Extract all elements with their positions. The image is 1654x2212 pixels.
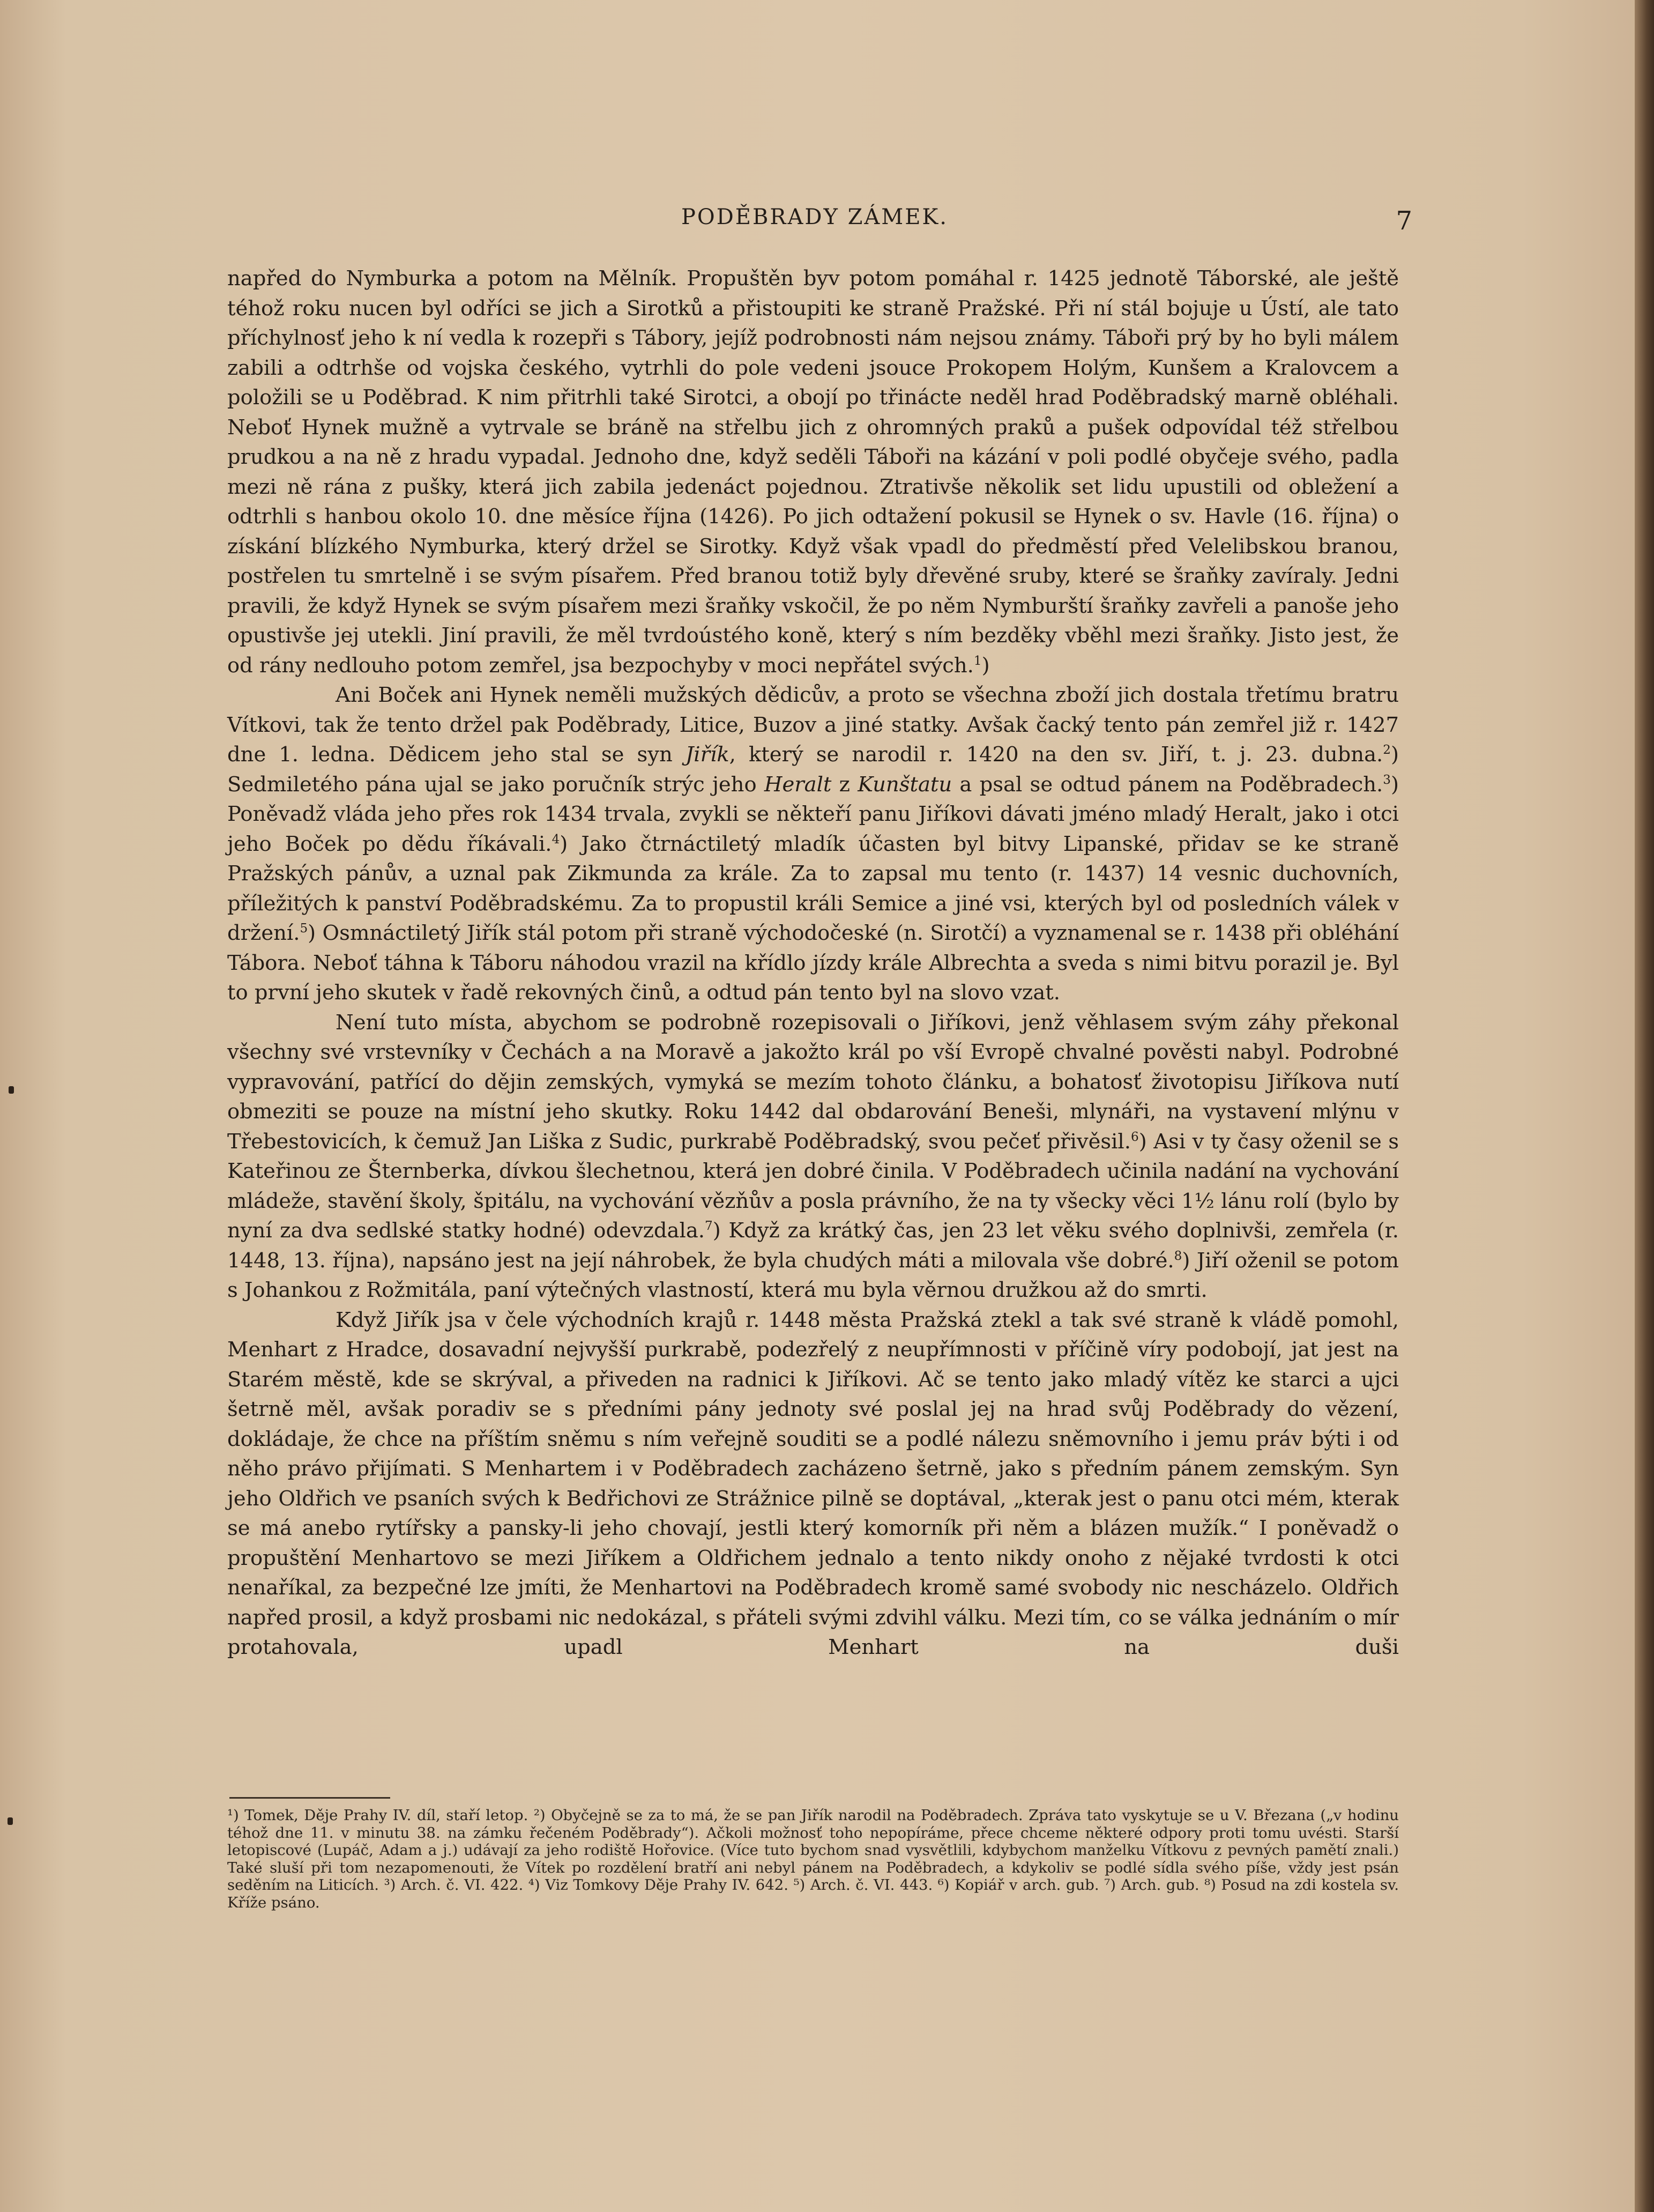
name-kunstat: Kunštatu <box>858 772 952 797</box>
paragraph-2-text-b: Sedmiletého pána ujal se jako poručník strýc jeho <box>227 772 757 797</box>
paragraph-2-text-a: , který se narodil r. 1420 na den sv. Jiří, t. j. 23. dubna. <box>729 743 1383 767</box>
margin-mark <box>9 1086 14 1094</box>
name-heralt: Heralt <box>764 772 832 797</box>
paragraph-2-text: Ani Boček ani Hynek neměli mužských dědicův, a proto se všechna zboží jich dostala třetímu bratru Vítkovi, tak že tento držel pak Poděbrady, Litice, Buzov a jiné statky. Avšak čacký tento pán zemřel již r. 1427 dne 1. ledna. Dědicem jeho stal se syn <box>227 683 1399 767</box>
margin-mark <box>8 1817 13 1825</box>
scan-edge <box>1635 0 1654 2212</box>
footnote-ref-1: 1 <box>973 654 982 668</box>
paragraph-2-text-f: Jako čtrnáctiletý mladík účasten byl bitvy Lipanské, přidav se ke straně Pražských pánův, a uznal pak Zikmunda za krále. Za to zapsal mu tento (r. 1437) 14 vesnic duchovních, příležitých k panství Poděbradskému. Za to propustil králi Semice a jiné vsi, kterých byl od posledních válek v držení. <box>227 832 1399 945</box>
footnotes: ¹) Tomek, Děje Prahy IV. díl, staří letop. ²) Obyčejně se za to má, že se pan Jiřík narodil na Poděbradech. Zpráva tato vyskytuje se u V. Březana („v hodinu téhož dne 11. v minutu 38. na zámku řečeném Poděbrady“). Ačkoli možnosť toho nepopíráme, přece chceme některé odpory proti tomu uvésti. Starší letopiscové (Lupáč, Adam a j.) udávají za jeho rodiště Hořovice. (Více tuto bychom snad vysvětlili, kdybychom manželku Vítkovu z pevných pamětí znali.) Také sluší při tom nezapomenouti, že Vítek po rozdělení bratří ani nebyl pánem na Poděbradech, a kdykoliv se podlé sídla svého píše, vždy jest psán seděním na Liticích. ³) Arch. č. VI. 422. ⁴) Viz Tomkovy Děje Prahy IV. 642. ⁵) Arch. č. VI. 443. ⁶) Kopiář v arch. gub. ⁷) Arch. gub. ⁸) Posud na zdi kostela sv. Kříže psáno. <box>227 1807 1399 1911</box>
name-jirik: Jiřík <box>685 743 729 767</box>
paragraph-3-tail-2: Když za krátký čas, jen 23 let věku svého doplnivši, zemřela (r. 1448, 13. října), napsáno jest na její náhrobek, že byla chudých máti a milovala vše dobré. <box>227 1219 1399 1273</box>
body-text <box>227 264 1399 1662</box>
page-header <box>225 205 1414 237</box>
paragraph-1-text: napřed do Nymburka a potom na Mělník. Propuštěn byv potom pomáhal r. 1425 jednotě Táborské, ale ještě téhož roku nucen byl odříci se jich a Sirotků a přistoupiti ke straně Pražské. Při ní stál bojuje u Ústí, ale tato příchylnosť jeho k ní vedla k rozepři s Tábory, jejíž podrobnosti nám nejsou známy. Táboři prý by ho byli málem zabili a odtrhše od vojska českého, vytrhli do pole vedeni jsouce Prokopem Holým, Kunšem a Kralovcem a položili se u Poděbrad. K nim přitrhli také Sirotci, a obojí po třinácte neděl hrad Poděbradský marně obléhali. Neboť Hynek mužně a vytrvale se bráně na střelbu jich z ohromných praků a pušek odpovídal též střelbou prudkou a na ně z hradu vypadal. Jednoho dne, když seděli Táboři na kázání v poli podlé obyčeje svého, padla mezi ně rána z pušky, která jich zabila jedenáct pojednou. Ztrativše několik set lidu upustili od obležení a odtrhli s hanbou okolo 10. dne měsíce října (1426). Po jich odtažení pokusil se Hynek o sv. Havle (16. října) o získání blízkého Nymburka, který držel se Sirotky. Když však vpadl do předměstí před Velelibskou branou, postřelen tu smrtelně i se svým písařem. Před branou totiž byly dřevěné sruby, které se šraňky zavíraly. Jedni pravili, že když Hynek se svým písařem mezi šraňky vskočil, že po něm Nymburští šraňky zavřeli a panoše jeho opustivše jej utekli. Jiní pravili, že měl tvrdoústého koně, který s ním bezděky vběhl mezi šraňky. Jisto jest, že od rány nedlouho potom zemřel, jsa bezpochyby v moci nepřátel svých. <box>227 266 1399 678</box>
running-title: PODĚBRADY ZÁMEK. <box>681 205 948 229</box>
paragraph-3-text: Není tuto místa, abychom se podrobně rozepisovali o Jiříkovi, jenž věhlasem svým záhy překonal všechny své vrstevníky v Čechách a na Moravě a jakožto král po vší Evropě chvalné pověsti nabyl. Podrobné vypravování, patřící do dějin zemských, vymyká se mezím tohoto článku, a bohatosť životopisu Jiříkova nutí obmeziti se pouze na místní jeho skutky. Roku 1442 dal obdarování Beneši, mlynáři, na vystavení mlýnu v Třebestovicích, k čemuž Jan Liška z Sudic, purkrabě Poděbradský, svou pečeť přivěsil. <box>227 1010 1399 1154</box>
paragraph-3-tail-3: Jiří oženil se potom s Johankou z Rožmitála, paní výtečných vlastností, která mu byla věrnou družkou až do smrti. <box>227 1248 1399 1302</box>
paragraph-2-text-c: z <box>831 772 858 797</box>
footnote-ref-7: 7 <box>705 1219 713 1234</box>
paragraph-1: napřed do Nymburka a potom na Mělník. Propuštěn byv potom pomáhal r. 1425 jednotě Táborské, ale ještě téhož roku nucen byl odříci se jich a Sirotků a přistoupiti ke straně Pražské. Při ní stál bojuje u Ústí, ale tato příchylnosť jeho k ní vedla k rozepři s Tábory, jejíž podrobnosti nám nejsou známy. Táboři prý by ho byli málem zabili a odtrhše od vojska českého, vytrhli do pole vedeni jsouce Prokopem Holým, Kunšem a Kralovcem a položili se u Poděbrad. K nim přitrhli také Sirotci, a obojí po třinácte neděl hrad Poděbradský marně obléhali. Neboť Hynek mužně a vytrvale se bráně na střelbu jich z ohromných praků a pušek odpovídal též střelbou prudkou a na ně z hradu vypadal. Jednoho dne, když seděli Táboři na kázání v poli podlé obyčeje svého, padla mezi ně rána z pušky, která jich zabila jedenáct pojednou. Ztrativše několik set lidu upustili od obležení a odtrhli s hanbou okolo 10. dne měsíce října (1426). Po jich odtažení pokusil se Hynek o sv. Havle (16. října) o získání blízkého Nymburka, který držel se Sirotky. Když však vpadl do předměstí před Velelibskou branou, postřelen tu smrtelně i se svým písařem. Před branou totiž byly dřevěné sruby, které se šraňky zavíraly. Jedni pravili, že když Hynek se svým písařem mezi šraňky vskočil, že po něm Nymburští šraňky zavřeli a panoše jeho opustivše jej utekli. Jiní pravili, že měl tvrdoústého koně, který s ním bezděky vběhl mezi šraňky. Jisto jest, že od rány nedlouho potom zemřel, jsa bezpochyby v moci nepřátel svých.$^1$) <box>227 266 1399 678</box>
paragraph-2-text-g: Osmnáctiletý Jiřík stál potom při straně východočeské (n. Sirotčí) a vyznamenal se r. 1438 při obléhání Tábora. Neboť táhna k Táboru náhodou vrazil na křídlo jízdy krále Albrechta a sveda s nimi bitvu porazil je. Byl to první jeho skutek v řadě rekovných činů, a odtud pán tento byl na slovo vzat. <box>227 921 1399 1005</box>
footnote-ref-3: 3 <box>1383 773 1391 787</box>
footnote-ref-8: 8 <box>1174 1249 1182 1263</box>
paragraph-2: Ani Boček ani Hynek neměli mužských dědicův, a proto se všechna zboží jich dostala třetímu bratru Vítkovi, tak že tento držel pak Poděbrady, Litice, Buzov a jiné statky. Avšak čacký tento pán zemřel již r. 1427 dne 1. ledna. Dědicem jeho stal se syn Jiřík, který se narodil r. 1420 na den sv. Jiří, t. j. 23. dubna.$^2$) Sedmiletého pána ujal se jako poručník strýc jeho Heralt z Kunštatu a psal se odtud pánem na Poděbradech.$^3$) Poněvadž vláda jeho přes rok 1434 trvala, zvykli se někteří panu Jiříkovi dávati jméno mladý Heralt, jako i otci jeho Boček po dědu říkávali.$^4$) Jako čtrnáctiletý mladík účasten byl bitvy Lipanské, přidav se ke straně Pražských pánův, a uznal pak Zikmunda za krále. Za to zapsal mu tento (r. 1437) 14 vesnic duchovních, příležitých k panství Poděbradskému. Za to propustil králi Semice a jiné vsi, kterých byl od posledních válek v držení.$^5$) Osmnáctiletý Jiřík stál potom při straně východočeské (n. Sirotčí) a vyznamenal se r. 1438 při obléhání Tábora. Neboť táhna k Táboru náhodou vrazil na křídlo jízdy krále Albrechta a sveda s nimi bitvu porazil je. Byl to první jeho skutek v řadě rekovných činů, a odtud pán tento byl na slovo vzat. <box>227 683 1399 1005</box>
footnote-ref-6: 6 <box>1130 1130 1139 1144</box>
paragraph-3: Není tuto místa, abychom se podrobně rozepisovali o Jiříkovi, jenž věhlasem svým záhy překonal všechny své vrstevníky v Čechách a na Moravě a jakožto král po vší Evropě chvalné pověsti nabyl. Podrobné vypravování, patřící do dějin zemských, vymyká se mezím tohoto článku, a bohatosť životopisu Jiříkova nutí obmeziti se pouze na místní jeho skutky. Roku 1442 dal obdarování Beneši, mlynáři, na vystavení mlýnu v Třebestovicích, k čemuž Jan Liška z Sudic, purkrabě Poděbradský, svou pečeť přivěsil.$^6$) Asi v ty časy oženil se s Kateřinou ze Šternberka, dívkou šlechetnou, která jen dobré činila. V Poděbradech učinila nadání na vychování mládeže, stavění školy, špitálu, na vychování vězňův a posla právního, že na ty všecky věci 1½ lánu rolí (bylo by nyní za dva sedlské statky hodné) odevzdala.$^7$) Když za krátký čas, jen 23 let věku svého doplnivši, zemřela (r. 1448, 13. října), napsáno jest na její náhrobek, že byla chudých máti a milovala vše dobré.$^8$) Jiří oženil se potom s Johankou z Rožmitála, paní výtečných vlastností, která mu byla věrnou družkou až do smrti. <box>227 1010 1399 1302</box>
footnote-divider <box>229 1797 390 1799</box>
paragraph-2-text-e: Poněvadž vláda jeho přes rok 1434 trvala, zvykli se někteří panu Jiříkovi dávati jméno mladý Heralt, jako i otci jeho Boček po dědu říkávali. <box>227 802 1399 856</box>
paragraph-4: Když Jiřík jsa v čele východních krajů r. 1448 města Pražská ztekl a tak své straně k vládě pomohl, Menhart z Hradce, dosavadní nejvyšší purkrabě, podezřelý z neupřímnosti v příčině víry podobojí, jat jest na Starém městě, kde se skrýval, a přiveden na radnici k Jiříkovi. Ač se tento jako mladý vítěz ke starci a ujci šetrně měl, avšak poradiv se s předními pány jednoty své poslal jej na hrad svůj Poděbrady do vězení, dokládaje, že chce na příštím sněmu s ním veřejně souditi se a podlé nálezu sněmovního i jemu práv býti i od něho právo přijímati. S Menhartem i v Poděbradech zacházeno šetrně, jako s předním pánem zemským. Syn jeho Oldřich ve psaních svých k Bedřichovi ze Strážnice pilně se doptával, „kterak jest o panu otci mém, kterak se má anebo rytířsky a pansky-li jeho chovají, jestli který komorník při něm a blázen mužík.“ I poněvadž o propuštění Menhartovo se mezi Jiříkem a Oldřichem jednalo a tento nikdy onoho z nějaké tvrdosti k otci nenaříkal, za bezpečné lze jmíti, že Menhartovi na Poděbradech kromě samé svobody nic nescházelo. Oldřich napřed prosil, a když prosbami nic nedokázal, s přáteli svými zdvihl válku. Mezi tím, co se válka jednáním o mír protahovala, upadl Menhart na duši <box>227 1308 1399 1659</box>
footnote-ref-4: 4 <box>552 832 560 847</box>
footnote-ref-2: 2 <box>1383 743 1391 758</box>
footnote-ref-5: 5 <box>300 922 308 936</box>
paragraph-2-text-d: a psal se odtud pánem na Poděbradech. <box>952 772 1383 797</box>
paragraph-3-tail: Asi v ty časy oženil se s Kateřinou ze Šternberka, dívkou šlechetnou, která jen dobré činila. V Poděbradech učinila nadání na vychování mládeže, stavění školy, špitálu, na vychování vězňův a posla právního, že na ty všecky věci 1½ lánu rolí (bylo by nyní za dva sedlské statky hodné) odevzdala. <box>227 1129 1399 1243</box>
page-number: 7 <box>1396 206 1414 236</box>
